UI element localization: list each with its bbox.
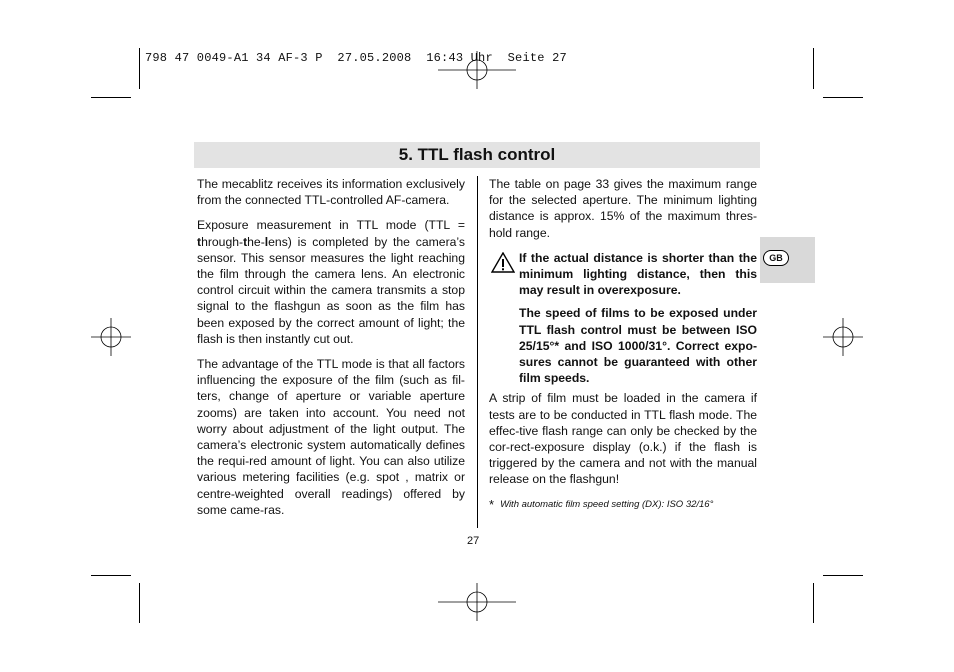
paragraph: Exposure measurement in TTL mode (TTL = through-the-lens) is completed by the camera’s sensor. This sensor measures the light reaching the film through the camera lens. An electronic control circuit within the camera transmits a stop signal to the flashgun as soon as the film has been exposed by the correct amount of light; the flash is then instantly cut out. [197, 218, 465, 346]
left-column [197, 176, 465, 527]
print-slug: 798 47 0049-A1 34 AF-3 P 27.05.2008 16:43 Uhr Seite 27 [145, 51, 567, 65]
right-column [489, 176, 757, 513]
registration-mark-icon [91, 318, 131, 356]
footnote-text: With automatic film speed setting (DX): ISO 32/16° [500, 498, 714, 510]
paragraph: The mecablitz receives its information exclusively from the connected TTL-controlled AF-camera. [197, 177, 465, 208]
page-number: 27 [467, 535, 480, 547]
crop-mark-bl-h [91, 575, 131, 576]
crop-mark-tr-h [823, 97, 863, 98]
footnote-marker: * [489, 496, 495, 512]
registration-mark-icon [438, 51, 516, 89]
crop-mark-br-v [813, 583, 814, 623]
warning-block [489, 250, 757, 387]
language-badge: GB [763, 250, 789, 266]
crop-mark-tr-v [813, 48, 814, 89]
warning-text: If the actual distance is shorter than the minimum lighting distance, then this may result in overexposure. [519, 250, 757, 298]
crop-mark-bl-v [139, 583, 140, 623]
column-divider [477, 176, 478, 528]
footnote [489, 497, 757, 513]
registration-mark-icon [823, 318, 863, 356]
paragraph: The table on page 33 gives the maximum range for the selected aperture. The minimum lighting distance is approx. 15% of the maximum thres-hold range. [489, 177, 757, 240]
crop-mark-tl-v [139, 48, 140, 89]
paragraph: A strip of film must be loaded in the camera if tests are to be conducted in TTL flash mode. The effec-tive flash range can only be checked by the cor-rect-exposure display (o.k.) if the flash is triggered by the camera and not with the manual release on the flashgun! [489, 391, 757, 487]
warning-triangle-icon [491, 252, 515, 273]
section-heading: 5. TTL flash control [194, 142, 760, 168]
warning-text: The speed of films to be exposed under TTL flash control must be between ISO 25/15°* and ISO 1000/31°. Correct expo-sures cannot be guaranteed with other film speeds. [519, 306, 757, 386]
registration-mark-icon [438, 583, 516, 621]
crop-mark-tl-h [91, 97, 131, 98]
language-tab [760, 237, 815, 283]
crop-mark-br-h [823, 575, 863, 576]
paragraph: The advantage of the TTL mode is that all factors influencing the exposure of the film (such as fil-ters, change of aperture or variable aperture zooms) are taken into account. You need not worry about adjustment of the light output. The camera’s electronic system automatically defines the requi-red amount of light. You can also utilize various metering facilities (e.g. spot , matrix or centre-weighted overall readings) offered by some came-ras. [197, 357, 465, 517]
